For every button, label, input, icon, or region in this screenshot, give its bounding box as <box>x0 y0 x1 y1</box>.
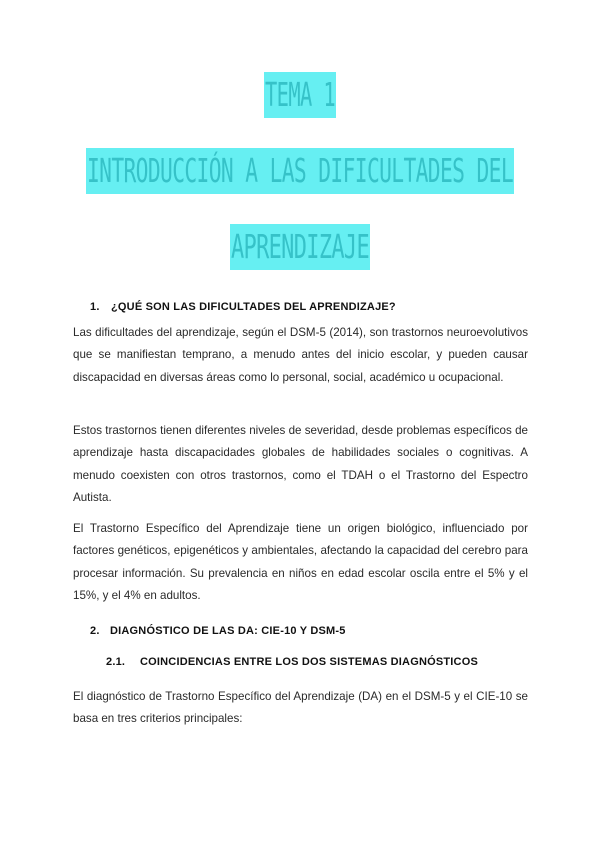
section-title: DIAGNÓSTICO DE LAS DA: CIE-10 Y DSM-5 <box>110 625 346 637</box>
paragraph: El diagnóstico de Trastorno Específico del Aprendizaje (DA) en el DSM-5 y el CIE-10 se basa en tres criterios principales: <box>73 690 528 726</box>
section-number: 1. <box>90 301 100 313</box>
section-title: COINCIDENCIAS ENTRE LOS DOS SISTEMAS DIAGNÓSTICOS <box>140 656 478 668</box>
title-line-3: APRENDIZAJE <box>230 224 370 270</box>
section-number: 2.1. <box>106 656 126 668</box>
paragraph: El Trastorno Específico del Aprendizaje tiene un origen biológico, influenciado por factores genéticos, epigenéticos y ambientales, afectando la capacidad del cerebro para procesar información. Su prevalencia en niños en edad escolar oscila entre el 5% y el 15%, y el 4% en adultos. <box>73 522 528 603</box>
paragraph: Las dificultades del aprendizaje, según el DSM-5 (2014), son trastornos neuroevolutivos que se manifiestan temprano, a menudo antes del inicio escolar, y pueden causar discapacidad en diversas áreas como lo personal, social, académico u ocupacional. <box>73 326 528 384</box>
section-heading-1 <box>90 301 396 313</box>
title-line-2: INTRODUCCIÓN A LAS DIFICULTADES DEL <box>86 148 514 194</box>
subsection-heading-2-1 <box>106 656 478 668</box>
section-number: 2. <box>90 625 100 637</box>
paragraph: Estos trastornos tienen diferentes niveles de severidad, desde problemas específicos de aprendizaje hasta discapacidades globales de habilidades sociales o cognitivas. A menudo coexisten con otros trastornos, como el TDAH o el Trastorno del Espectro Autista. <box>73 424 528 505</box>
section-title: ¿QUÉ SON LAS DIFICULTADES DEL APRENDIZAJE? <box>111 301 396 313</box>
title-line-1: TEMA 1 <box>264 72 336 118</box>
section-heading-2 <box>90 625 346 637</box>
